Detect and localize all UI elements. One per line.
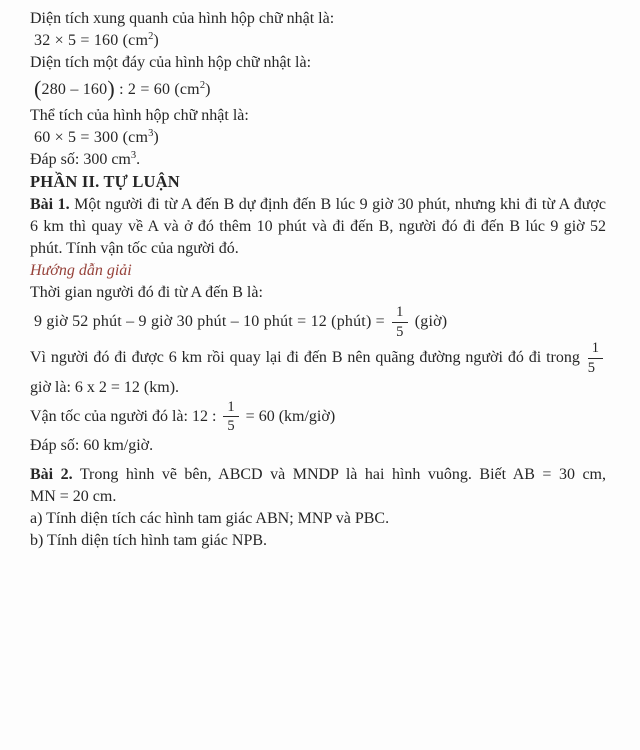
step-distance-continued: giờ là: 6 x 2 = 12 (km). xyxy=(30,378,180,396)
problem2-statement xyxy=(30,464,606,508)
answer-line-part1: Đáp số: 300 $cm^3$. xyxy=(30,149,141,168)
superscript: 2 xyxy=(199,80,206,92)
problem2-part-a: a) Tính diện tích các hình tam giác ABN; MNP và PBC. xyxy=(30,510,390,528)
problem1-statement: Bài 1. Một người đi từ A đến B dự định đến B lúc 9 giờ 30 phút, nhưng khi đi từ A được 6 km thì quay về A và ở đó thêm 10 phút và đi đến B, người đó đi đến B lúc 9 giờ 52 phút. Tính vận tốc của người đó. xyxy=(30,195,606,257)
equation-speed: Vận tốc của người đó là: 12 : $\frac{1}{5}$ = 60 (km/giờ) xyxy=(30,398,336,435)
equation-volume: 60 × 5 = 300 $(cm^3)$ xyxy=(34,127,159,146)
superscript: 2 xyxy=(148,31,154,43)
equation-time: 9 giờ 52 phút – 9 giờ 30 phút – 10 phút = 12 (phút) = $\frac{1}{5}$ (giờ) xyxy=(34,303,448,340)
solution-step-base-area: Diện tích một đáy của hình hộp chữ nhật là: xyxy=(30,54,312,72)
solution-step-lateral-area: Diện tích xung quanh của hình hộp chữ nhật là: xyxy=(30,10,335,27)
superscript: 3 xyxy=(130,149,137,161)
fraction-one-fifth: $\frac{1}{5}$ xyxy=(223,399,238,435)
answer-line-problem1: Đáp số: 60 km/giờ. xyxy=(30,437,154,455)
superscript: 3 xyxy=(148,127,154,139)
equation-base-area: (280 – 160) : 2 = 60 $(cm^2)$ xyxy=(34,76,211,102)
step-time-label: Thời gian người đó đi từ A đến B là: xyxy=(30,283,263,301)
solution-step-volume: Thể tích của hình hộp chữ nhật là: xyxy=(30,106,249,124)
step-distance-text: Vì người đó đi được 6 km rồi quay lại đi đến B nên quãng đường người đó đi trong $\frac{1}{5}$ xyxy=(30,340,606,376)
open-paren: ( xyxy=(34,76,42,102)
problem2-label: Bài 2. xyxy=(30,466,73,484)
problem1-label: Bài 1. xyxy=(30,195,70,213)
guide-heading: Hướng dẫn giải xyxy=(30,261,132,279)
fraction-one-fifth: $\frac{1}{5}$ xyxy=(588,340,603,376)
fraction-one-fifth: $\frac{1}{5}$ xyxy=(392,304,407,340)
section-heading-part2: PHẦN II. TỰ LUẬN xyxy=(30,171,180,191)
problem2-line2: MN = 20 cm. xyxy=(30,488,117,506)
problem2-line1: Bài 2. Trong hình vẽ bên, ABCD và MNDP là hai hình vuông. Biết AB = 30 cm, xyxy=(30,466,606,484)
close-paren: ) xyxy=(107,76,115,102)
problem2-part-b: b) Tính diện tích hình tam giác NPB. xyxy=(30,532,268,550)
equation-lateral-area: 32 × 5 = 160 $(cm^2)$ xyxy=(34,31,159,50)
